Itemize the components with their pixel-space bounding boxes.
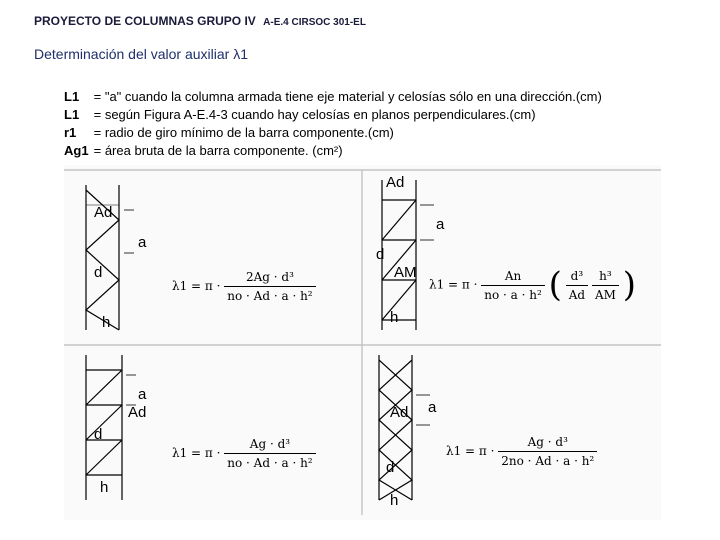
paren-open-icon: ( — [548, 265, 562, 305]
formula-lhs: λ1 = π · — [429, 277, 478, 292]
label-ad: Ad — [386, 174, 405, 191]
formula-denominator: 2no · Ad · a · h² — [501, 454, 595, 468]
formula-fraction — [566, 269, 588, 302]
label-a: a — [138, 234, 147, 251]
label-a: a — [428, 399, 437, 416]
formula-denominator: AM — [594, 287, 616, 302]
definition-item — [64, 142, 602, 160]
definition-text: = "a" cuando la columna armada tiene eje material y celosías sólo en una dirección.(cm) — [93, 89, 602, 104]
formula-numerator: h³ — [592, 269, 619, 286]
formula-denominator: Ad — [568, 287, 586, 302]
formula-lambda-4 — [446, 435, 597, 468]
formula-lambda-3 — [172, 437, 316, 470]
label-d: d — [94, 426, 103, 443]
definition-text: = según Figura A-E.4-3 cuando hay celosías en planos perpendiculares.(cm) — [93, 107, 536, 122]
page-header — [34, 14, 366, 28]
formula-fraction — [224, 270, 315, 303]
formula-denominator: no · a · h² — [484, 287, 542, 302]
formula-numerator: An — [481, 269, 545, 286]
label-d: d — [94, 264, 103, 281]
definition-symbol: L1 — [64, 89, 80, 104]
formula-lhs: λ1 = π · — [446, 444, 495, 458]
formula-fraction — [498, 435, 597, 468]
label-a: a — [138, 386, 147, 403]
formula-lambda-2 — [429, 265, 636, 305]
definition-symbol: L1 — [64, 107, 80, 122]
definition-item — [64, 124, 602, 142]
definition-item — [64, 88, 602, 106]
formula-numerator: d³ — [566, 269, 588, 286]
label-h: h — [102, 314, 111, 331]
paren-close-icon: ) — [622, 265, 636, 305]
header-standard: A-E.4 CIRSOC 301-EL — [263, 17, 366, 28]
label-d: d — [376, 246, 385, 263]
definition-text: = radio de giro mínimo de la barra componente.(cm) — [93, 125, 394, 140]
formula-fraction — [224, 437, 315, 470]
label-d: d — [386, 459, 395, 476]
definition-text: = área bruta de la barra componente. (cm²) — [93, 143, 343, 158]
label-h: h — [390, 492, 399, 509]
formula-numerator: Ag · d³ — [498, 435, 597, 452]
label-am: AM — [394, 264, 417, 281]
label-ad: Ad — [128, 404, 147, 421]
label-h: h — [390, 309, 399, 326]
formula-lhs: λ1 = π · — [172, 446, 221, 460]
formula-numerator: 2Ag · d³ — [224, 270, 315, 287]
definition-symbol: r1 — [64, 125, 77, 140]
label-h: h — [100, 479, 109, 496]
formula-numerator: Ag · d³ — [224, 437, 315, 454]
definitions-list — [64, 88, 602, 160]
header-title: PROYECTO DE COLUMNAS GRUPO IV — [34, 14, 256, 28]
label-ad: Ad — [94, 204, 113, 221]
formula-denominator: no · Ad · a · h² — [227, 456, 313, 470]
page-subtitle: Determinación del valor auxiliar λ1 — [34, 46, 248, 62]
lacing-figure — [64, 165, 661, 520]
formula-denominator: no · Ad · a · h² — [227, 289, 313, 303]
formula-lhs: λ1 = π · — [172, 279, 221, 293]
formula-lambda-1 — [172, 270, 316, 303]
formula-fraction — [481, 269, 545, 302]
label-a: a — [436, 216, 445, 233]
definition-symbol: Ag1 — [64, 143, 89, 158]
formula-fraction — [592, 269, 619, 302]
definition-item — [64, 106, 602, 124]
label-ad: Ad — [390, 404, 409, 421]
